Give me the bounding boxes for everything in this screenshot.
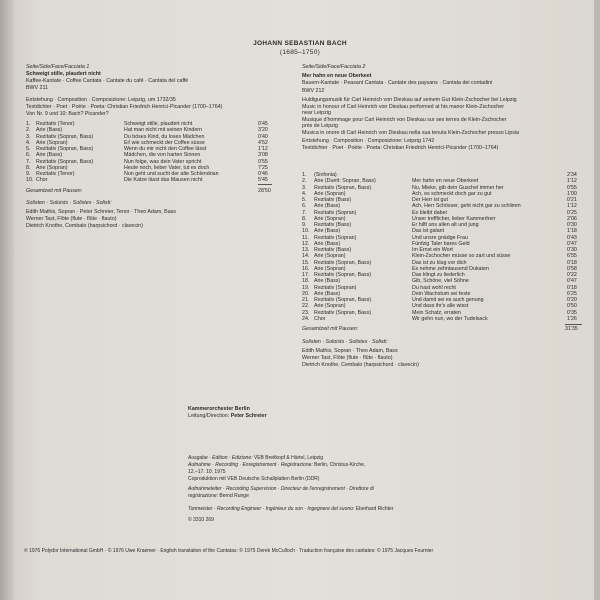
track-duration: 0'43: [567, 234, 577, 241]
track-incipit: Ei! wie schmeckt der Coffee süsse: [124, 139, 205, 146]
track-incipit: Du böses Kind, du loses Mädchen: [124, 133, 205, 140]
side2-dedication: Music in honour of Carl Heinrich von Dieskau performed at his manor Klein-Zschocher: [302, 103, 504, 110]
track-voice: Arie (Sopran): [314, 303, 346, 310]
track-number: 2.: [302, 178, 307, 185]
side2-track-list: [302, 172, 582, 322]
side2-dedication: Huldigungsmusik für Carl Heinrich von Dieskau auf seinem Gut Klein-Zschocher bei Leipzig: [302, 97, 517, 103]
track-incipit: Die Katze lässt das Mausen nicht: [124, 177, 203, 184]
track-incipit: Wir gehn nun, wo der Tudelsack: [412, 315, 488, 322]
track-number: 24.: [302, 315, 310, 322]
side1-lyricist: Textdichter · Poet · Poète · Poeta: Christian Friedrich Henrici-Picander (1700–1764): [26, 104, 223, 110]
track-voice: Rezitativ (Tenor): [36, 121, 75, 127]
track-voice: Rezitativ (Sopran, Bass): [314, 184, 372, 191]
edition-line: [188, 455, 323, 461]
track-incipit: Ach, Herr Schösser, geht nicht gar zu schlimm: [412, 203, 521, 210]
track-number: 8.: [26, 164, 31, 171]
track-duration: 1'00: [567, 190, 577, 197]
side2-dedication: near Leipzig: [302, 110, 331, 116]
track-number: 4.: [302, 190, 307, 197]
track-incipit: Es nehme zehntausend Dukaten: [412, 265, 489, 272]
track-number: 3.: [26, 133, 31, 140]
track-number: 7.: [26, 158, 31, 165]
composer-name: JOHANN SEBASTIAN BACH: [253, 40, 347, 47]
recording-value: Berlin, Christus-Kirche,: [314, 462, 366, 468]
track-voice: Rezitativ (Bass): [314, 247, 352, 253]
track-duration: 2'06: [567, 215, 577, 222]
track-incipit: Nu, Mieke, gib dein Guschel immer her: [412, 184, 504, 191]
track-number: 4.: [26, 139, 31, 146]
track-number: 16.: [302, 265, 310, 272]
catalog-line: [188, 517, 214, 523]
engineer-label: Tonmeister · Recording Engineer · Ingénieur du son · Ingegnere del suono:: [188, 506, 355, 512]
track-incipit: Der Herr ist gut: [412, 197, 448, 203]
supervisor-name: Bernd Runge: [219, 493, 249, 499]
side1-track-list: [26, 121, 272, 184]
track-voice: Arie (Sopran): [314, 265, 346, 272]
side2-bwv: BWV 212: [302, 88, 325, 94]
track-voice: Arie (Sopran): [314, 215, 346, 222]
track-number: 18.: [302, 278, 310, 285]
track-voice: Rezitativ (Bass): [314, 222, 352, 228]
sleeve-edge: [594, 0, 600, 600]
track-duration: 1'18: [567, 228, 577, 235]
track-number: 7.: [302, 209, 307, 216]
track-number: 8.: [302, 215, 307, 222]
track-duration: 3'08: [258, 152, 268, 159]
side2-soloists-label: Solisten · Soloists · Solistes · Solisti:: [302, 339, 388, 345]
side1-label: Seite/Side/Face/Facciata 1: [26, 64, 90, 70]
copyright-footer: ℗ 1976 Polydor International GmbH · © 1976 Uwe Kraemer · English translation of the Cantatas: © 1975 Derek McCulloch · Traduction française des cantates: © 1975 Jacques Fournier: [24, 548, 434, 554]
track-voice: Arie (Bass): [314, 240, 341, 247]
track-number: 20.: [302, 290, 310, 297]
track-incipit: Das ist galant: [412, 228, 445, 235]
track-number: 21.: [302, 297, 310, 303]
track-number: 3.: [302, 184, 307, 191]
side2-origin: Entstehung · Composition · Composizione: Leipzig 1742: [302, 138, 435, 144]
track-duration: 0'45: [258, 121, 268, 127]
side2-soloist-line: Edith Mathis, Sopran · Theo Adam, Bass: [302, 348, 398, 354]
track-number: 11.: [302, 234, 309, 241]
track-number: 9.: [302, 222, 307, 228]
track-voice: Rezitativ (Sopran, Bass): [314, 272, 372, 278]
side1-note: Von Nr. 9 und 10: Bach? Picander?: [26, 111, 109, 117]
track-duration: 0'46: [258, 171, 268, 177]
track-voice: Arie (Duett: Sopran, Bass): [314, 178, 376, 185]
track-incipit: Und unsre gnädge Frau: [412, 234, 468, 241]
track-duration: 7'25: [258, 164, 268, 171]
side1-soloist-line: Dietrich Knothe, Cembalo (harpsichord · clavecin): [26, 223, 143, 229]
track-duration: 0'21: [567, 197, 577, 203]
track-number: 10.: [26, 177, 34, 184]
recording-date: 12.–17. 10. 1975: [188, 469, 226, 475]
track-incipit: Das klingt zu liederlich: [412, 272, 465, 278]
track-number: 2.: [26, 127, 31, 134]
track-voice: Arie (Bass): [314, 278, 341, 285]
track-voice: Rezitativ (Sopran, Bass): [36, 158, 94, 165]
track-number: 15.: [302, 259, 310, 266]
track-incipit: Mein Schatz, erraten: [412, 309, 461, 316]
track-duration: 6'25: [567, 290, 577, 297]
coproduction-line: Coproduktion mit VEB Deutsche Schallplatten Berlin (DDR): [188, 476, 320, 482]
track-voice: Rezitativ (Sopran): [314, 234, 357, 241]
track-duration: 0'30: [567, 222, 577, 228]
recording-label: Aufnahme · Recording · Enregistrement · Registrazione:: [188, 462, 313, 468]
track-incipit: Das ist zu klug vor dich: [412, 259, 467, 266]
track-incipit: Es bleibt dabei: [412, 209, 447, 216]
track-number: 13.: [302, 247, 310, 253]
track-voice: Arie (Sopran): [36, 139, 68, 146]
track-duration: 0'18: [567, 284, 577, 291]
track-number: 6.: [26, 152, 31, 159]
edition-label: Ausgabe · Edition · Edizione:: [188, 455, 253, 461]
side2-total-rule: [565, 324, 582, 325]
track-number: 17.: [302, 272, 310, 278]
track-incipit: Und damit sei es auch genung: [412, 297, 484, 303]
track-number: 12.: [302, 240, 310, 247]
track-incipit: Fünfzig Taler bares Geld: [412, 240, 470, 247]
track-incipit: Heute noch, lieber Vater, tut es doch: [124, 164, 210, 171]
track-voice: Arie (Bass): [36, 127, 63, 134]
side1-total-label: Gesamtzeit mit Pausen:: [26, 188, 83, 194]
track-duration: 0'47: [567, 278, 577, 285]
track-incipit: Klein-Zschocher müsse so zart und süsse: [412, 253, 511, 260]
track-duration: 5'45: [258, 177, 268, 184]
track-row: [26, 177, 272, 183]
side1-total-time: 28'50: [258, 188, 271, 194]
edition-value: VEB Breitkopf & Härtel, Leipzig: [253, 455, 324, 461]
track-duration: 0'50: [567, 303, 577, 310]
side2-dedication: près de Leipzig: [302, 123, 338, 129]
track-row: [302, 316, 582, 322]
track-voice: Rezitativ (Sopran, Bass): [314, 309, 372, 316]
orchestra-direction: [188, 413, 267, 419]
direction-label: Leitung/Direction:: [188, 413, 230, 419]
track-voice: Arie (Sopran): [36, 164, 68, 171]
track-duration: 1'12: [258, 146, 268, 152]
side1-soloist-line: Edith Mathis, Sopran · Peter Schreier, Tenor · Theo Adam, Bass: [26, 209, 176, 215]
track-voice: Arie (Sopran): [314, 253, 346, 260]
track-number: 9.: [26, 171, 31, 177]
track-voice: Rezitativ (Sopran, Bass): [36, 146, 94, 152]
track-number: 6.: [302, 203, 307, 210]
track-voice: Rezitativ (Sopran, Bass): [36, 133, 94, 140]
track-voice: (Sinfonia): [314, 172, 337, 178]
track-incipit: Du hast wohl recht: [412, 284, 456, 291]
side2-subtitle: Bauern-Kantate · Peasant Cantata · Cantate des paysans · Cantata dei contadini: [302, 80, 493, 86]
track-number: 14.: [302, 253, 310, 260]
track-voice: Arie (Sopran): [314, 190, 346, 197]
side2-title: Mer hahn en neue Oberkeet: [302, 73, 372, 79]
track-duration: 4'52: [258, 139, 268, 146]
side1-title: Schweigt stille, plaudert nicht: [26, 71, 101, 77]
track-voice: Arie (Bass): [314, 203, 341, 210]
track-incipit: Schweigt stille, plaudert nicht: [124, 121, 193, 127]
side2-label: Seite/Side/Face/Facciata 2: [302, 64, 366, 70]
side1-total-rule: [258, 184, 272, 185]
track-duration: 2'34: [567, 172, 577, 178]
track-number: 23.: [302, 309, 310, 316]
track-number: 10.: [302, 228, 310, 235]
track-duration: 1'26: [567, 315, 577, 322]
track-duration: 0'40: [258, 133, 268, 140]
track-incipit: Mer hahn en neue Oberkeet: [412, 178, 479, 185]
track-incipit: Gib, Schöne, viel Söhne: [412, 278, 469, 285]
track-voice: Rezitativ (Sopran): [314, 209, 357, 216]
track-incipit: Mädchen, die von harten Sinnen: [124, 152, 201, 159]
track-voice: Rezitativ (Sopran, Bass): [314, 297, 372, 303]
side2-total-label: Gesamtzeit mit Pausen:: [302, 326, 359, 332]
track-incipit: Hat man nicht mit seinen Kindern: [124, 127, 203, 134]
side1-soloists-label: Solisten · Soloists · Solistes · Solisti:: [26, 200, 112, 206]
track-incipit: Unser trefflicher, lieber Kammerherr: [412, 215, 496, 222]
side1-origin: Entstehung · Composition · Composizione: Leipzig, um 1732/35: [26, 97, 176, 103]
copyright-circle-icon: ©: [188, 517, 192, 523]
track-duration: 0'20: [567, 297, 577, 303]
supervisor-label: Aufnahmeleiter · Recording Supervision · Directeur de l'enregistrement · Direttore di: [188, 486, 374, 492]
track-duration: 6'55: [567, 253, 577, 260]
track-duration: 0'30: [567, 247, 577, 253]
track-duration: 0'25: [567, 209, 577, 216]
track-voice: Chor: [314, 315, 326, 322]
side1-bwv: BWV 211: [26, 85, 48, 91]
track-number: 5.: [26, 146, 31, 152]
track-voice: Arie (Bass): [36, 152, 63, 159]
catalog-number: 3310 269: [193, 517, 214, 523]
supervisor-label-cont: registrazione:: [188, 493, 219, 499]
track-duration: 3'20: [258, 127, 268, 134]
side2-lyricist: Textdichter · Poet · Poète · Poeta: Christian Friedrich Henrici-Picander (1700–1764): [302, 145, 499, 151]
track-duration: 0'35: [567, 309, 577, 316]
track-duration: 0'55: [258, 158, 268, 165]
track-voice: Chor: [36, 177, 48, 184]
track-number: 19.: [302, 284, 310, 291]
track-voice: Rezitativ (Tenor): [36, 171, 75, 177]
orchestra-name: Kammerorchester Berlin: [188, 406, 250, 412]
conductor-name: Peter Schreier: [230, 413, 267, 419]
track-number: 1.: [302, 172, 307, 178]
track-number: 22.: [302, 303, 310, 310]
track-duration: 0'58: [567, 265, 577, 272]
track-incipit: Im Ernst ein Wort: [412, 247, 453, 253]
track-incipit: Und dass ihr's alle wisst: [412, 303, 469, 310]
side2-dedication: Musica in onore di Carl Heinrich von Dieskau nella sua tenuta Klein-Zschocher presso Lipsia: [302, 129, 519, 136]
track-duration: 0'55: [567, 184, 577, 191]
track-incipit: Nun folge, was dein Vater spricht: [124, 158, 202, 165]
track-voice: Rezitativ (Sopran, Bass): [314, 259, 372, 266]
track-number: 5.: [302, 197, 307, 203]
engineer-name: Eberhard Richter: [355, 506, 394, 512]
side1-soloist-line: Werner Tast, Flöte (flute · flûte · flauto): [26, 216, 117, 222]
track-incipit: Wenn du mir nicht den Coffee lässt: [124, 146, 207, 152]
supervisor-line: [188, 493, 249, 499]
track-duration: 0'22: [567, 272, 577, 278]
track-incipit: Dein Wachstum sei feste: [412, 290, 471, 297]
side2-soloist-line: Werner Tast, Flöte (flute · flûte · flauto): [302, 355, 393, 361]
engineer-line: [188, 506, 394, 512]
track-duration: 0'47: [567, 240, 577, 247]
track-voice: Rezitativ (Bass): [314, 197, 352, 203]
track-incipit: Nun geht und sucht der alte Schlendrian: [124, 171, 219, 177]
recording-line: [188, 462, 365, 468]
side1-subtitle: Kaffee-Kantate · Coffee Cantata · Cantate du café · Cantata del caffè: [26, 78, 189, 84]
track-duration: 0'18: [567, 259, 577, 266]
side2-soloist-line: Dietrich Knothe, Cembalo (harpsichord · clavecin): [302, 362, 419, 368]
track-number: 1.: [26, 121, 31, 127]
side2-dedication: Musique d'hommage pour Carl Heinrich von Dieskau sur ses terres de Klein-Zschocher: [302, 116, 507, 123]
sleeve-fold: [0, 0, 14, 600]
side2-total-time: 31'35: [565, 326, 578, 332]
track-voice: Arie (Bass): [314, 228, 341, 235]
track-voice: Arie (Bass): [314, 290, 341, 297]
track-duration: 1'12: [567, 203, 577, 210]
track-voice: Rezitativ (Sopran): [314, 284, 357, 291]
track-incipit: Er hilft uns allen alt und jung: [412, 222, 479, 228]
track-incipit: Ach, es schmeckt doch gar zu gut: [412, 190, 492, 197]
composer-years: (1685–1750): [279, 49, 321, 56]
track-duration: 1'12: [567, 178, 577, 185]
